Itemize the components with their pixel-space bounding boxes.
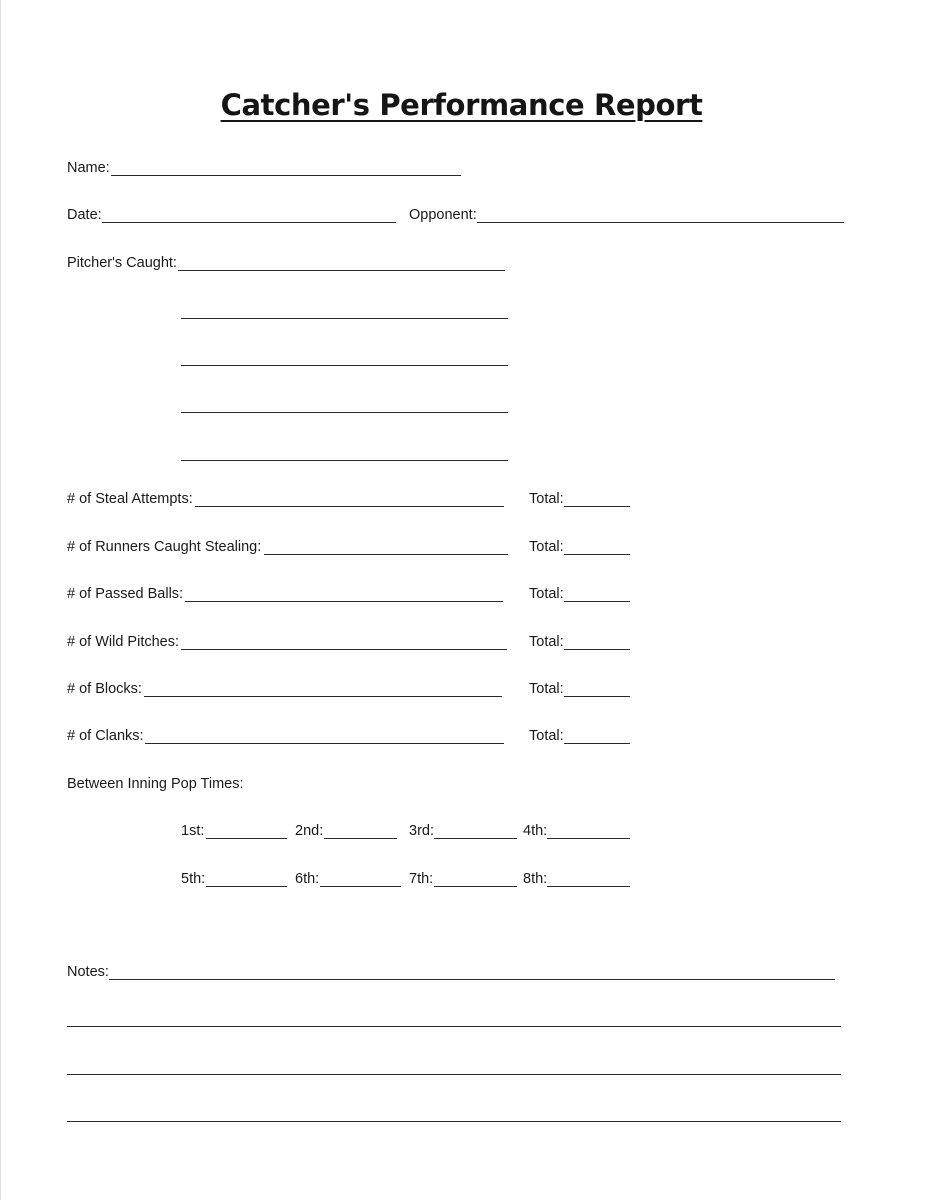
runners-caught-label: # of Runners Caught Stealing:	[67, 539, 262, 555]
wild-pitches-field[interactable]	[181, 649, 507, 650]
notes-label: Notes:	[67, 964, 109, 980]
clanks-total-field[interactable]	[564, 743, 630, 744]
wild-pitches-label: # of Wild Pitches:	[67, 634, 180, 650]
wild-pitches-total-label: Total:	[529, 634, 564, 650]
inning-6th-field[interactable]	[320, 886, 401, 887]
date-field[interactable]	[102, 222, 396, 223]
inning-1st-field[interactable]	[206, 838, 287, 839]
runners-caught-field[interactable]	[264, 554, 508, 555]
inning-4th-field[interactable]	[547, 838, 630, 839]
inning-3rd-field[interactable]	[434, 838, 517, 839]
notes-line-2[interactable]	[67, 1026, 841, 1027]
inning-2nd-label: 2nd:	[295, 823, 324, 839]
date-label: Date:	[67, 207, 102, 223]
passed-balls-total-field[interactable]	[564, 601, 630, 602]
notes-line-3[interactable]	[67, 1074, 841, 1075]
name-label: Name:	[67, 160, 110, 176]
inning-8th-field[interactable]	[547, 886, 630, 887]
clanks-total-label: Total:	[529, 728, 564, 744]
opponent-field[interactable]	[477, 222, 844, 223]
inning-6th-label: 6th:	[295, 871, 320, 887]
blocks-total-label: Total:	[529, 681, 564, 697]
inning-7th-field[interactable]	[434, 886, 517, 887]
pitchers-caught-field-5[interactable]	[181, 460, 508, 461]
runners-caught-total-field[interactable]	[564, 554, 630, 555]
runners-caught-total-label: Total:	[529, 539, 564, 555]
pitchers-caught-field-3[interactable]	[181, 365, 508, 366]
inning-5th-field[interactable]	[206, 886, 287, 887]
passed-balls-field[interactable]	[185, 601, 503, 602]
clanks-field[interactable]	[145, 743, 504, 744]
inning-7th-label: 7th:	[409, 871, 434, 887]
inning-8th-label: 8th:	[523, 871, 548, 887]
wild-pitches-total-field[interactable]	[564, 649, 630, 650]
inning-1st-label: 1st:	[181, 823, 205, 839]
notes-line-1[interactable]	[109, 979, 835, 980]
passed-balls-label: # of Passed Balls:	[67, 586, 184, 602]
blocks-total-field[interactable]	[564, 696, 630, 697]
page-title	[0, 88, 923, 122]
clanks-label: # of Clanks:	[67, 728, 144, 744]
pitchers-caught-field-4[interactable]	[181, 412, 508, 413]
name-field[interactable]	[111, 175, 461, 176]
inning-4th-label: 4th:	[523, 823, 548, 839]
blocks-label: # of Blocks:	[67, 681, 142, 697]
inning-2nd-field[interactable]	[324, 838, 397, 839]
page-title-text: Catcher's Performance Report	[220, 88, 703, 122]
passed-balls-total-label: Total:	[529, 586, 564, 602]
steal-attempts-total-label: Total:	[529, 491, 564, 507]
pitchers-caught-field-1[interactable]	[178, 270, 505, 271]
blocks-field[interactable]	[144, 696, 502, 697]
opponent-label: Opponent:	[409, 207, 477, 223]
pitchers-caught-field-2[interactable]	[181, 318, 508, 319]
pop-times-heading: Between Inning Pop Times:	[67, 776, 244, 792]
steal-attempts-field[interactable]	[195, 506, 504, 507]
steal-attempts-label: # of Steal Attempts:	[67, 491, 193, 507]
inning-3rd-label: 3rd:	[409, 823, 434, 839]
steal-attempts-total-field[interactable]	[564, 506, 630, 507]
pitchers-caught-label: Pitcher's Caught:	[67, 255, 177, 271]
inning-5th-label: 5th:	[181, 871, 206, 887]
notes-line-4[interactable]	[67, 1121, 841, 1122]
